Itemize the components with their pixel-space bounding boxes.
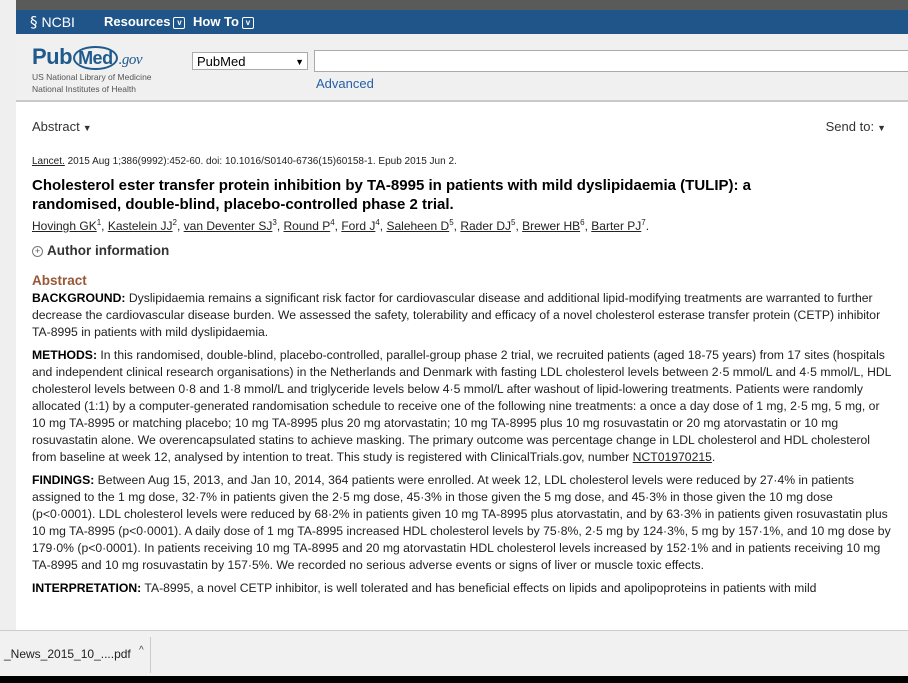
caret-down-icon: ▼ [82, 123, 92, 133]
author-affiliation-number: 2 [172, 218, 177, 227]
dropdown-arrow-icon: ▼ [295, 57, 304, 67]
ncbi-logo[interactable]: § NCBI [30, 13, 75, 31]
citation: Lancet. 2015 Aug 1;386(9992):452-60. doi: 10.1016/S0140-6736(15)60158-1. Epub 2015 Jun 2. [32, 156, 457, 167]
author-link[interactable]: Brewer HB [522, 219, 581, 233]
author-link[interactable]: van Deventer SJ [183, 219, 273, 233]
author-link[interactable]: Ford J [341, 219, 376, 233]
chevron-down-icon: v [173, 17, 185, 29]
trial-registry-link[interactable]: NCT01970215 [632, 450, 712, 464]
abstract-body [32, 290, 894, 603]
search-input[interactable] [314, 50, 908, 72]
ncbi-bar [16, 10, 908, 34]
download-filename: _News_2015_10_....pdf [4, 647, 131, 661]
screen-bottom-edge [0, 676, 908, 683]
pubmed-logo[interactable]: Pub Med .gov US National Library of Medicine National Institutes of Health [32, 44, 152, 94]
author-information-toggle[interactable]: + Author information [32, 243, 169, 258]
author-affiliation-number: 4 [375, 218, 380, 227]
author-affiliation-number: 1 [96, 218, 102, 227]
author-link[interactable]: Saleheen D [386, 219, 450, 233]
article-title: Cholesterol ester transfer protein inhibition by TA-8995 in patients with mild dyslipidaemia (TULIP): a randomised, double-blind, placebo-controlled phase 2 trial. [32, 177, 751, 213]
main-content [16, 102, 908, 630]
author-affiliation-number: 5 [511, 218, 516, 227]
journal-link[interactable]: Lancet. [32, 156, 65, 167]
format-dropdown[interactable]: Abstract ▼ [32, 119, 92, 134]
chevron-down-icon: v [242, 17, 254, 29]
pubmed-header [16, 34, 908, 102]
ncbi-logo-icon: § [30, 13, 38, 31]
author-affiliation-number: 6 [580, 218, 585, 227]
caret-down-icon: ▼ [877, 123, 886, 133]
methods-section: METHODS: In this randomised, double-blind, placebo-controlled, parallel-group phase 2 trial, we recruited patients (aged 18-75 years) from 17 sites (hospitals and independent clinical research organisations) in the Netherlands and Denmark with fasting LDL cholesterol levels between 2·5 mmol/L and 4·5 mmol/L, HDL cholesterol levels between 0·8 and 1·8 mmol/L and triglyceride levels below 4·5 mmol/L after washout of lipid-lowering treatments. Patients were randomly allocated (1:1) by a computer-generated randomisation schedule to receive one of the following nine treatments: a once a day dose of 1 mg, 2·5 mg, 5 mg, or 10 mg TA-8995 or matching placebo; 10 mg TA-8995 plus 20 mg atorvastatin; 10 mg TA-8995 plus 10 mg rosuvastatin or 20 mg atorvastatin or 10 mg rosuvastatin alone. We overencapsulated statins to achieve masking. The primary outcome was percentage change in LDL cholesterol and HDL cholesterol from baseline at week 12, analysed by intention to treat. This study is registered with ClinicalTrials.gov, number NCT01970215. [32, 348, 891, 464]
interpretation-section: INTERPRETATION: TA-8995, a novel CETP inhibitor, is well tolerated and has beneficial effects on lipids and apolipoproteins in patients with mild [32, 581, 817, 595]
abstract-heading: Abstract [32, 273, 87, 288]
advanced-search-link[interactable]: Advanced [316, 76, 374, 91]
author-list: Hovingh $GK^1$, Kastelein $JJ^2$, van Deventer $SJ^3$, Round $P^4$, Ford $J^4$, Saleheen $D^5$, Rader $DJ^5$, Brewer $HB^6$, Barter $PJ^7$. [32, 218, 650, 233]
author-link[interactable]: Kastelein JJ [107, 219, 173, 233]
plus-icon: + [32, 246, 43, 257]
author-link[interactable]: Barter PJ [591, 219, 642, 233]
background-section: BACKGROUND: Dyslipidaemia remains a significant risk factor for cardiovascular disease and additional lipid-modifying treatments are warranted to further decrease the cardiovascular disease burden. We assessed the safety, tolerability and efficacy of a novel cholesterol esterase transfer protein (CETP) inhibitor TA-8995 in patients with mild dyslipidaemia. [32, 291, 881, 339]
nih-label: National Institutes of Health [32, 84, 136, 94]
findings-section: FINDINGS: Between Aug 15, 2013, and Jan 10, 2014, 364 patients were enrolled. At week 12, LDL cholesterol levels were reduced by 27·4% in patients assigned to the 1 mg dose, 32·7% in patients given the 2·5 mg dose, 45·3% in those given the 5 mg dose, and 45·3% in those given the 10 mg dose (p<0·0001). LDL cholesterol levels were reduced by 68·2% in patients given 10 mg TA-8995 plus atorvastatin, and by 63·3% in patients given rosuvastatin plus 10 mg TA-8995 (p<0·0001). A daily dose of 1 mg TA-8995 increased HDL cholesterol levels by 75·8%, 2·5 mg by 124·3%, 5 mg by 157·1%, and 10 mg dose by 179·0% (p<0·0001). In patients receiving 10 mg TA-8995 and 20 mg atorvastatin HDL cholesterol levels increased by 152·1% and in patients receiving 10 mg TA-8995 and 10 mg rosuvastatin by 157·5%. We recorded no serious adverse events or signs of liver or muscle toxic effects. [32, 473, 891, 572]
author-affiliation-number: 7 [641, 218, 646, 227]
author-link[interactable]: Round P [283, 219, 331, 233]
window-left-edge [0, 0, 16, 630]
author-affiliation-number: 5 [449, 218, 454, 227]
howto-menu[interactable]: How To v [193, 14, 254, 29]
author-affiliation-number: 4 [330, 218, 335, 227]
database-select[interactable]: PubMed ▼ [192, 52, 308, 70]
download-item[interactable] [0, 637, 151, 673]
author-affiliation-number: 3 [272, 218, 277, 227]
download-bar [0, 630, 908, 677]
chevron-up-icon[interactable]: ^ [139, 645, 144, 656]
author-link[interactable]: Hovingh GK [32, 219, 97, 233]
send-to-dropdown[interactable]: Send to: ▼ [825, 119, 886, 134]
nlm-label: US National Library of Medicine [32, 72, 152, 82]
resources-menu[interactable]: Resources v [104, 14, 185, 29]
author-link[interactable]: Rader DJ [460, 219, 511, 233]
